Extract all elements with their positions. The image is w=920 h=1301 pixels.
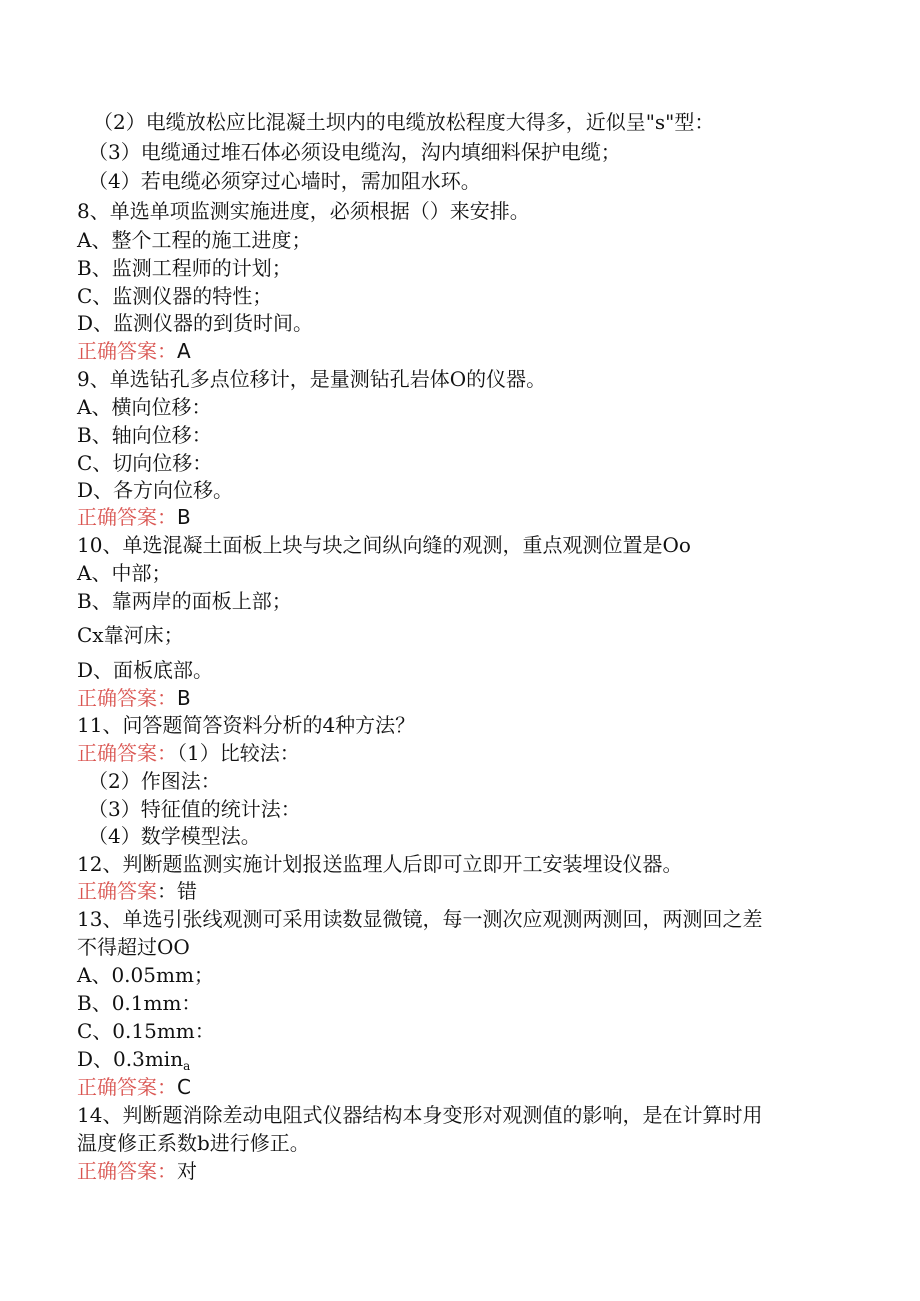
option-a: A、0.05mm；: [77, 963, 214, 987]
option-d-text: D、0.3min: [77, 1047, 184, 1071]
text-line: 不得超过OO: [77, 935, 190, 959]
option-d-subscript: a: [183, 1059, 191, 1073]
answer-label: 正确答案: [77, 879, 157, 903]
option-a: A、中部；: [77, 561, 172, 585]
option-b: B、靠两岸的面板上部；: [77, 589, 292, 613]
question-12: 12、判断题监测实施计划报送监理人后即可立即开工安装埋设仪器。: [77, 852, 683, 876]
answer-line: [0, 337, 920, 365]
answer-line: [0, 1157, 920, 1185]
answer-label: 正确答案：: [77, 1159, 177, 1183]
answer-label: 正确答案：: [77, 741, 177, 765]
answer-label: 正确答案：: [77, 1075, 177, 1099]
text-line: （3）电缆通过堆石体必须设电缆沟，沟内填细料保护电缆；: [88, 140, 621, 164]
option-a: A、整个工程的施工进度；: [77, 228, 312, 252]
option-d: D、面板底部。: [77, 658, 214, 682]
answer-line: [0, 684, 920, 712]
option-c: C、切向位移：: [77, 451, 213, 475]
answer-line: [0, 877, 920, 905]
answer-label: 正确答案：: [77, 505, 177, 529]
answer-value: （1）比较法：: [177, 741, 300, 765]
question-8: 8、单选单项监测实施进度，必须根据（）来安排。: [77, 199, 530, 223]
question-11: 11、问答题简答资料分析的4种方法？: [77, 713, 416, 737]
option-b: B、监测工程师的计划；: [77, 256, 292, 280]
answer-line: [0, 503, 920, 531]
answer-value: B: [177, 505, 191, 529]
option-c: C、0.15mm：: [77, 1019, 215, 1043]
answer-line: [0, 739, 920, 767]
answer-value: ：错: [157, 879, 197, 903]
text-line: （2）电缆放松应比混凝土坝内的电缆放松程度大得多，近似呈"s"型：: [93, 110, 715, 134]
answer-value: A: [177, 339, 191, 363]
text-line: （2）作图法：: [88, 769, 221, 793]
option-c: C、监测仪器的特性；: [77, 284, 273, 308]
text-line: （3）特征值的统计法：: [88, 797, 301, 821]
option-a: A、横向位移：: [77, 395, 212, 419]
option-c: Cx靠河床；: [77, 623, 184, 647]
text-line: （4）数学模型法。: [88, 824, 261, 848]
text-line: （4）若电缆必须穿过心墙时，需加阻水环。: [88, 169, 481, 193]
question-9: 9、单选钻孔多点位移计，是量测钻孔岩体O的仪器。: [77, 367, 547, 391]
question-10: 10、单选混凝土面板上块与块之间纵向缝的观测，重点观测位置是Oo: [77, 533, 691, 557]
text-line: 温度修正系数b进行修正。: [77, 1131, 310, 1155]
answer-value: C: [177, 1075, 191, 1099]
question-14: 14、判断题消除差动电阻式仪器结构本身变形对观测值的影响，是在计算时用: [77, 1103, 763, 1127]
answer-label: 正确答案：: [77, 339, 177, 363]
option-b: B、0.1mm：: [77, 991, 202, 1015]
question-13: 13、单选引张线观测可采用读数显微镜，每一测次应观测两测回，两测回之差: [77, 907, 763, 931]
answer-value: 对: [177, 1159, 197, 1183]
answer-value: B: [177, 686, 191, 710]
answer-label: 正确答案：: [77, 686, 177, 710]
option-b: B、轴向位移：: [77, 423, 212, 447]
option-d: D、各方向位移。: [77, 478, 234, 502]
option-d: D、监测仪器的到货时间。: [77, 311, 314, 335]
answer-line: [0, 1073, 920, 1101]
